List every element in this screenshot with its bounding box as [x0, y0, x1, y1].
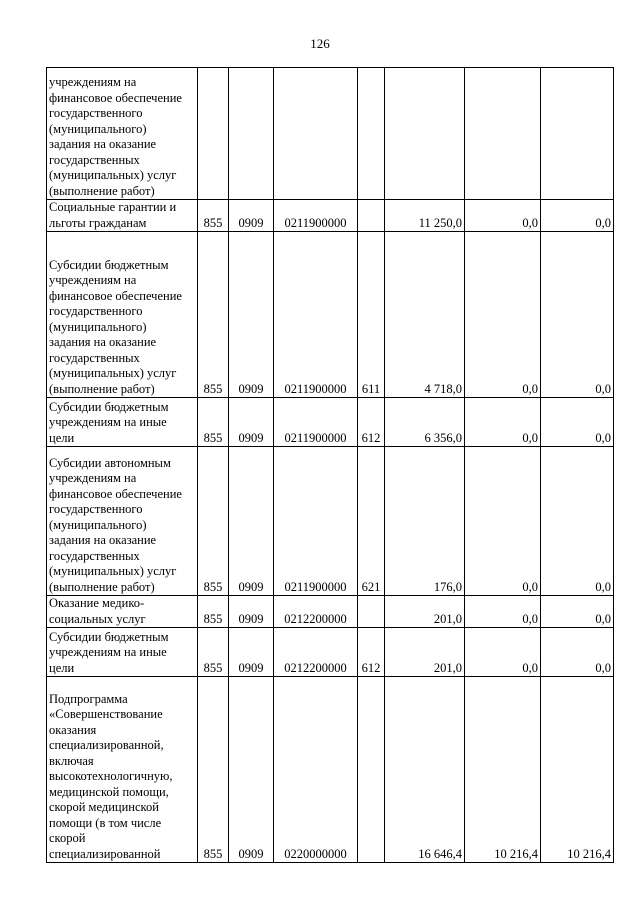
page-number: 126 — [310, 36, 330, 51]
amount-year1-cell: 6 356,0 — [385, 398, 465, 447]
expense-type-cell: 611 — [358, 232, 385, 398]
amount-year3-cell: 0,0 — [541, 596, 614, 628]
dept-code-cell: 855 — [198, 677, 229, 863]
row-name-text: Социальные гарантии и льготы гражданам — [49, 200, 177, 230]
amount-year2-cell: 0,0 — [465, 596, 541, 628]
dept-code-cell: 855 — [198, 628, 229, 677]
row-name-cell — [47, 677, 198, 863]
amount-year2-cell — [465, 68, 541, 200]
budget-table — [46, 67, 614, 863]
row-name-cell — [47, 596, 198, 628]
dept-code-cell: 855 — [198, 200, 229, 232]
amount-year1-cell: 11 250,0 — [385, 200, 465, 232]
target-article-cell: 0211900000 — [274, 200, 358, 232]
amount-year1-cell: 4 718,0 — [385, 232, 465, 398]
amount-year2-cell: 0,0 — [465, 398, 541, 447]
target-article-cell: 0220000000 — [274, 677, 358, 863]
row-name-text: Субсидии бюджетным учреждениям на финансовое обеспечение государственного (муниципального) задания на оказание государственных (муниципальных) услуг (выполнение работ) — [49, 257, 182, 396]
row-name-text: Субсидии бюджетным учреждениям на иные цели — [49, 629, 169, 675]
table-row — [47, 200, 614, 232]
row-name-cell — [47, 232, 198, 398]
section-code-cell: 0909 — [229, 232, 274, 398]
amount-year3-cell: 0,0 — [541, 398, 614, 447]
dept-code-cell: 855 — [198, 596, 229, 628]
expense-type-cell — [358, 68, 385, 200]
dept-code-cell — [198, 68, 229, 200]
row-name-text: Субсидии автономным учреждениям на финансовое обеспечение государственного (муниципального) задания на оказание государственных (муниципальных) услуг (выполнение работ) — [49, 455, 182, 594]
dept-code-cell: 855 — [198, 398, 229, 447]
target-article-cell: 0212200000 — [274, 596, 358, 628]
section-code-cell: 0909 — [229, 677, 274, 863]
section-code-cell: 0909 — [229, 628, 274, 677]
row-name-text: Подпрограмма «Совершенствование оказания специализированной, включая высокотехнологичную, медицинской помощи, скорой медицинской помощи (в том числе скорой специализированной — [49, 691, 173, 861]
expense-type-cell: 621 — [358, 447, 385, 596]
section-code-cell: 0909 — [229, 447, 274, 596]
amount-year1-cell: 176,0 — [385, 447, 465, 596]
table-row — [47, 677, 614, 863]
row-name-text: Субсидии бюджетным учреждениям на иные цели — [49, 399, 169, 445]
target-article-cell: 0211900000 — [274, 447, 358, 596]
amount-year3-cell: 0,0 — [541, 200, 614, 232]
row-name-cell — [47, 447, 198, 596]
section-code-cell — [229, 68, 274, 200]
table-row — [47, 596, 614, 628]
amount-year2-cell: 10 216,4 — [465, 677, 541, 863]
table-row — [47, 447, 614, 596]
table-row — [47, 398, 614, 447]
table-row — [47, 232, 614, 398]
amount-year2-cell: 0,0 — [465, 232, 541, 398]
section-code-cell: 0909 — [229, 200, 274, 232]
amount-year3-cell — [541, 68, 614, 200]
table-body — [47, 68, 614, 863]
amount-year2-cell: 0,0 — [465, 447, 541, 596]
dept-code-cell: 855 — [198, 232, 229, 398]
row-name-text: Оказание медико- социальных услуг — [49, 596, 146, 626]
table-row — [47, 628, 614, 677]
target-article-cell: 0212200000 — [274, 628, 358, 677]
table-row — [47, 68, 614, 200]
row-name-cell — [47, 398, 198, 447]
amount-year1-cell: 201,0 — [385, 596, 465, 628]
expense-type-cell: 612 — [358, 628, 385, 677]
section-code-cell: 0909 — [229, 398, 274, 447]
amount-year1-cell — [385, 68, 465, 200]
expense-type-cell — [358, 677, 385, 863]
amount-year1-cell: 201,0 — [385, 628, 465, 677]
amount-year3-cell: 0,0 — [541, 628, 614, 677]
row-name-cell — [47, 628, 198, 677]
amount-year2-cell: 0,0 — [465, 628, 541, 677]
dept-code-cell: 855 — [198, 447, 229, 596]
target-article-cell — [274, 68, 358, 200]
expense-type-cell: 612 — [358, 398, 385, 447]
expense-type-cell — [358, 200, 385, 232]
amount-year1-cell: 16 646,4 — [385, 677, 465, 863]
row-name-cell — [47, 68, 198, 200]
target-article-cell: 0211900000 — [274, 232, 358, 398]
amount-year3-cell: 10 216,4 — [541, 677, 614, 863]
amount-year3-cell: 0,0 — [541, 232, 614, 398]
row-name-cell — [47, 200, 198, 232]
expense-type-cell — [358, 596, 385, 628]
amount-year2-cell: 0,0 — [465, 200, 541, 232]
amount-year3-cell: 0,0 — [541, 447, 614, 596]
section-code-cell: 0909 — [229, 596, 274, 628]
row-name-text: учреждениям на финансовое обеспечение государственного (муниципального) задания на оказание государственных (муниципальных) услуг (выполнение работ) — [49, 75, 182, 198]
target-article-cell: 0211900000 — [274, 398, 358, 447]
